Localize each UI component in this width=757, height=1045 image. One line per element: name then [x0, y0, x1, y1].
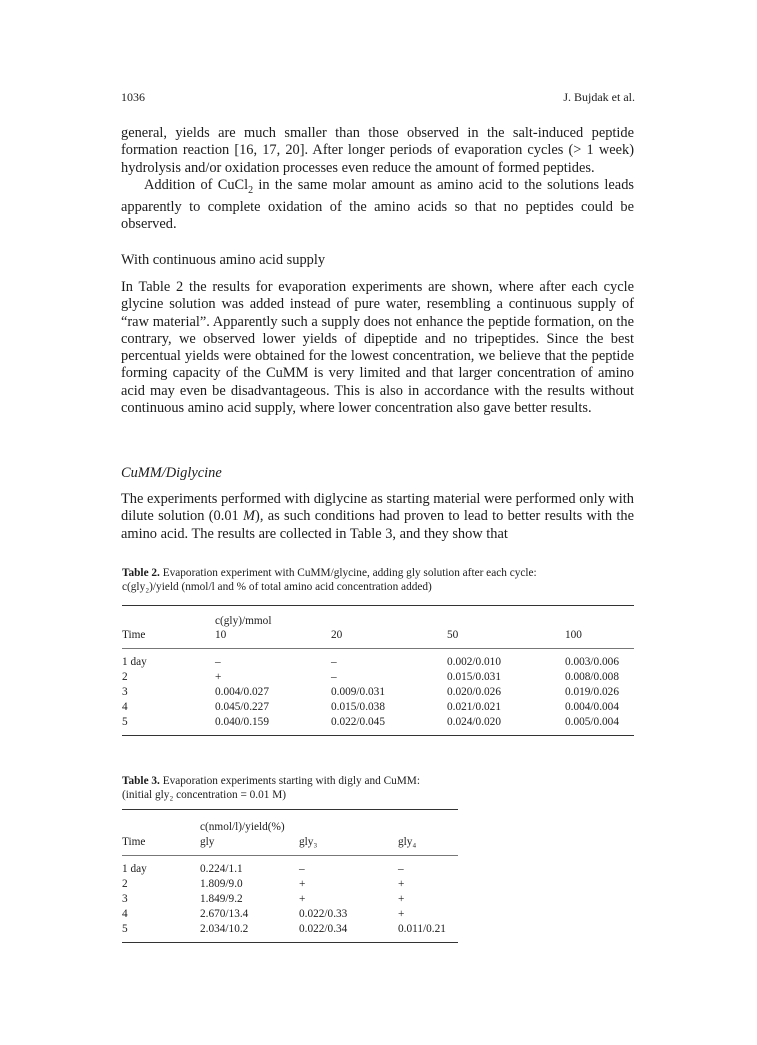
table3-cell: – — [299, 863, 305, 875]
table2-label: Table 2. — [122, 567, 160, 579]
table2-cell: 0.019/0.026 — [565, 686, 619, 698]
section-heading-cumm-diglycine: CuMM/Diglycine — [121, 465, 222, 481]
table3-bottom-rule — [122, 942, 458, 943]
table2-col-header-100: 100 — [565, 629, 582, 641]
paragraph-2-text-b: in the same molar amount as amino acid to the solutions leads apparently to complete oxidation of the amino acids so that no peptides could be observed. — [121, 177, 634, 233]
table2-caption — [122, 566, 636, 594]
table2-cell: 0.045/0.227 — [215, 701, 269, 713]
table2-group-header: c(gly)/mmol — [215, 615, 272, 627]
table3-cell: + — [398, 893, 405, 905]
table2-cell: 0.020/0.026 — [447, 686, 501, 698]
table2-cell: 0.021/0.021 — [447, 701, 501, 713]
table3-caption-line1: Evaporation experiments starting with digly and CuMM: — [159, 775, 420, 787]
paragraph-4-text-b: ), as such conditions had proven to lead to better results with the amino acid. The results are collected in Table 3, and they show that — [121, 508, 634, 542]
table3-cell: 5 — [122, 923, 128, 935]
running-head: J. Bujdak et al. — [563, 90, 635, 104]
table3-cell: + — [299, 878, 306, 890]
table3-cell: 4 — [122, 908, 128, 920]
table3-cell: + — [398, 908, 405, 920]
table3-col-header-gly3: gly₃ — [299, 836, 318, 848]
table3-cell: – — [398, 863, 404, 875]
table3-cell: + — [299, 893, 306, 905]
table2-col-header-time: Time — [122, 629, 146, 641]
table3-caption-line2: (initial gly₂ concentration = 0.01 M) — [122, 789, 287, 801]
table2-cell: 0.040/0.159 — [215, 716, 269, 728]
table2-cell: 0.015/0.031 — [447, 671, 501, 683]
table2-caption-line2: c(gly₂)/yield (nmol/l and % of total amino acid concentration added) — [122, 581, 432, 593]
table2-col-header-10: 10 — [215, 629, 227, 641]
table3-cell: + — [398, 878, 405, 890]
table2-cell: – — [331, 656, 337, 668]
table2-cell: 0.004/0.004 — [565, 701, 619, 713]
paragraph-4-text-a: The experiments performed with diglycine as starting material were performed only with dilute solution (0.01 — [121, 491, 634, 525]
table2-cell: – — [215, 656, 221, 668]
table2-cell: 5 — [122, 716, 128, 728]
table3-label: Table 3. — [122, 775, 160, 787]
table2-top-rule — [122, 605, 634, 606]
table2-cell: 0.008/0.008 — [565, 671, 619, 683]
table2-cell: 0.009/0.031 — [331, 686, 385, 698]
table2-col-header-20: 20 — [331, 629, 343, 641]
paragraph-1: general, yields are much smaller than those observed in the salt-induced peptide formation reaction [16, 17, 20]. After longer periods of evaporation cycles (> 1 week) hydrolysis and/or oxidation processes even reduce the amount of formed peptides. — [121, 125, 634, 176]
paragraph-3: In Table 2 the results for evaporation experiments are shown, where after each cycle glycine solution was added instead of pure water, resembling a continuous supply of “raw material”. Apparently such a supply does not enhance the peptide formation, on the contrary, we observed lower yields of dipeptide and no tripeptides. Since the best percentual yields were obtained for the lowest concentration, we believe that the peptide forming capacity of the CuMM is very limited and that larger concentration of amino acid may even be disadvantageous. This is also in accordance with the results without continuous amino acid supply, where lower concentration also gave better results. — [121, 279, 634, 417]
page-number: 1036 — [121, 90, 145, 104]
table3-cell: 2.670/13.4 — [200, 908, 249, 920]
table3-cell: 0.022/0.34 — [299, 923, 348, 935]
table2-bottom-rule — [122, 735, 634, 736]
table3-cell: 1 day — [122, 863, 147, 875]
table2-col-header-50: 50 — [447, 629, 459, 641]
table3-col-header-gly: gly — [200, 836, 215, 848]
section-heading-continuous-supply: With continuous amino acid supply — [121, 252, 326, 268]
table3-cell: 0.022/0.33 — [299, 908, 348, 920]
table2-cell: 0.015/0.038 — [331, 701, 385, 713]
table2-cell: 2 — [122, 671, 128, 683]
table3-cell: 2.034/10.2 — [200, 923, 249, 935]
paragraph-2-text-a: Addition of CuCl — [144, 177, 249, 193]
table2-cell: + — [215, 671, 222, 683]
table3-cell: 3 — [122, 893, 128, 905]
table2-cell: 0.024/0.020 — [447, 716, 501, 728]
table3-group-header: c(nmol/l)/yield(%) — [200, 821, 285, 833]
table2-cell: 1 day — [122, 656, 147, 668]
paragraph-4-italic-unit: M — [243, 508, 256, 525]
table3-cell: 0.224/1.1 — [200, 863, 243, 875]
table3-cell: 1.809/9.0 — [200, 878, 243, 890]
table2-cell: – — [331, 671, 337, 683]
table3-cell: 0.011/0.21 — [398, 923, 446, 935]
table3-col-header-time: Time — [122, 836, 146, 848]
paragraph-2 — [121, 177, 634, 234]
table2-cell: 0.002/0.010 — [447, 656, 501, 668]
table2-cell: 4 — [122, 701, 128, 713]
table2-cell: 3 — [122, 686, 128, 698]
table3-col-header-gly4: gly₄ — [398, 836, 417, 848]
table2-caption-line1: Evaporation experiment with CuMM/glycine, adding gly solution after each cycle: — [159, 567, 537, 579]
table3-header-rule — [122, 855, 458, 856]
table2-cell: 0.005/0.004 — [565, 716, 619, 728]
table3-cell: 2 — [122, 878, 128, 890]
table3-caption — [122, 774, 636, 802]
table3-top-rule — [122, 809, 458, 810]
table2-header-rule — [122, 648, 634, 649]
paragraph-4 — [121, 491, 634, 543]
table2-cell: 0.004/0.027 — [215, 686, 269, 698]
table2-cell: 0.022/0.045 — [331, 716, 385, 728]
paragraph-2-subscript: 2 — [248, 184, 254, 196]
table2-cell: 0.003/0.006 — [565, 656, 619, 668]
table3-cell: 1.849/9.2 — [200, 893, 243, 905]
